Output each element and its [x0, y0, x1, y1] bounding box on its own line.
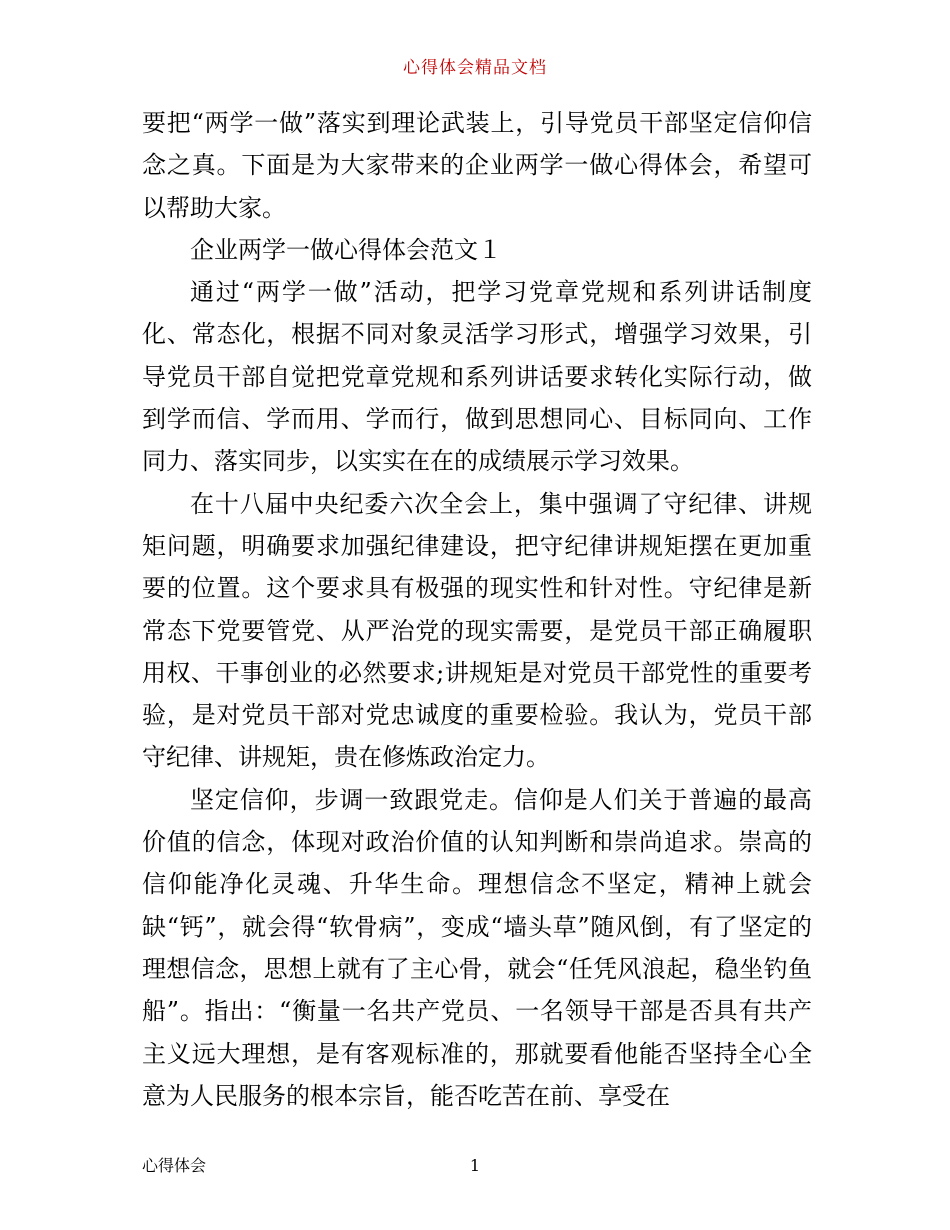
paragraph-section-heading: 企业两学一做心得体会范文１ [190, 235, 502, 264]
paragraph-body: 通过“两学一做”活动，把学习党章党规和系列讲话制度化、常态化，根据不同对象灵活学习形式，增强学习效果，引导党员干部自觉把党章党规和系列讲话要求转化实际行动，做到学而信、学而用、学而行，做到思想同心、目标同向、工作同力、落实同步，以实实在在的成绩展示学习效果。 [142, 278, 812, 476]
paragraph-intro: 要把“两学一做”落实到理论武装上，引导党员干部坚定信仰信念之真。下面是为大家带来的企业两学一做心得体会，希望可以帮助大家。 [142, 109, 812, 222]
footer-label: 心得体会 [142, 1156, 207, 1175]
page-footer [0, 1154, 950, 1178]
page-number: 1 [469, 1156, 481, 1175]
paragraph-body: 在十八届中央纪委六次全会上，集中强调了守纪律、讲规矩问题，明确要求加强纪律建设，把守纪律讲规矩摆在更加重要的位置。这个要求具有极强的现实性和针对性。守纪律是新常态下党要管党、从严治党的现实需要，是党员干部正确履职用权、干事创业的必然要求;讲规矩是对党员干部党性的重要考验，是对党员干部对党忠诚度的重要检验。我认为，党员干部守纪律、讲规矩，贵在修炼政治定力。 [142, 489, 812, 772]
document-body [142, 102, 812, 1117]
page-header-title: 心得体会精品文档 [403, 58, 547, 78]
paragraph-body: 坚定信仰，步调一致跟党走。信仰是人们关于普遍的最高价值的信念，体现对政治价值的认知判断和崇尚追求。崇高的信仰能净化灵魂、升华生命。理想信念不坚定，精神上就会缺“钙”，就会得“软骨病”，变成“墙头草”随风倒，有了坚定的理想信念，思想上就有了主心骨，就会“任凭风浪起，稳坐钓鱼船”。指出：“衡量一名共产党员、一名领导干部是否具有共产主义远大理想，是有客观标准的，那就要看他能否坚持全心全意为人民服务的根本宗旨，能否吃苦在前、享受在 [142, 785, 812, 1110]
